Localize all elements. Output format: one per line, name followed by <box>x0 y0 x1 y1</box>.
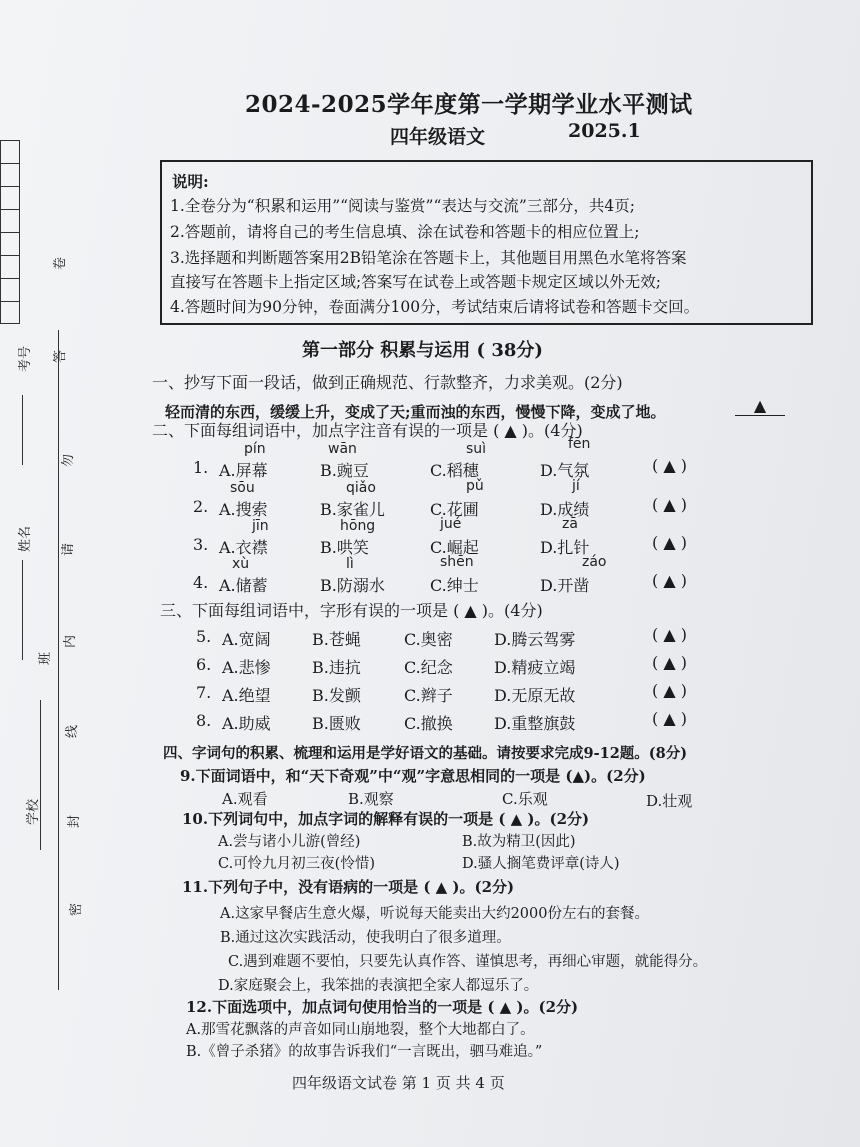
q2-row4-opt-c: C.绅士 <box>430 576 479 595</box>
fold-char-3: 勿 <box>61 453 77 468</box>
q3-row1-opt-a: A.宽阔 <box>222 630 271 649</box>
q9-opt-a: A.观看 <box>222 790 268 808</box>
q10-prompt: 10.下列词句中，加点字词的解释有误的一项是 ( ▲ )。(2分) <box>182 810 590 828</box>
q2-row2-num: 2. <box>193 497 209 516</box>
q2-row1-pinyin-b: wān <box>328 441 357 457</box>
instructions-heading: 说明: <box>172 172 209 191</box>
q2-row2-pinyin-b: qiǎo <box>346 480 376 496</box>
q3-row3-answer[interactable]: ( ▲ ) <box>652 681 687 700</box>
q2-row1-opt-d: D.气氛 <box>540 461 590 480</box>
q2-row4-opt-d: D.开凿 <box>540 576 590 595</box>
q10-opt-b: B.故为精卫(因此) <box>462 834 576 850</box>
class-label: 班 <box>38 651 53 665</box>
fold-char-2: 答 <box>53 349 69 364</box>
q11-opt-a: A.这家早餐店生意火爆，听说每天能卖出大约2000份左右的套餐。 <box>220 906 649 922</box>
exam-subject: 四年级语文 <box>390 126 486 148</box>
q3-row3-opt-d: D.无原无故 <box>494 686 576 705</box>
q3-row4-opt-a: A.助威 <box>222 714 271 733</box>
q2-row3-opt-a: A.衣襟 <box>219 538 268 557</box>
q2-row4-pinyin-c: shēn <box>440 554 474 570</box>
instruction-line-3: 3.选择题和判断题答案用2B铅笔涂在答题卡上，其他题目用黑色水笔将答案 <box>170 249 687 267</box>
q2-row1-num: 1. <box>193 458 209 477</box>
fold-char-7: 封 <box>67 814 83 829</box>
q2-row4-pinyin-d: záo <box>582 554 607 570</box>
q1-prompt: 一、抄写下面一段话，做到正确规范、行款整齐，力求美观。(2分) <box>152 373 623 392</box>
school-underline <box>40 700 41 850</box>
q2-row4-opt-b: B.防溺水 <box>320 576 385 595</box>
q10-opt-d: D.骚人搁笔费评章(诗人) <box>462 856 620 872</box>
q2-row2-opt-c: C.花圃 <box>430 500 479 519</box>
q2-row1-answer[interactable]: ( ▲ ) <box>652 456 687 475</box>
q2-row3-opt-b: B.哄笑 <box>320 538 369 557</box>
q3-row1-num: 5. <box>196 627 212 646</box>
q3-row1-answer[interactable]: ( ▲ ) <box>652 625 687 644</box>
part1-title: 第一部分 积累与运用 ( 38分) <box>302 340 543 361</box>
q2-row3-opt-c: C.崛起 <box>430 538 479 557</box>
q2-row2-opt-d: D.成绩 <box>540 500 590 519</box>
fold-char-8: 密 <box>69 902 85 917</box>
fold-char-6: 线 <box>65 724 81 739</box>
instruction-line-5: 4.答题时间为90分钟，卷面满分100分，考试结束后请将试卷和答题卡交回。 <box>170 298 700 316</box>
q12-prompt: 12.下面选项中，加点词句使用恰当的一项是 ( ▲ )。(2分) <box>186 998 579 1016</box>
q11-opt-b: B.通过这次实践活动，使我明白了很多道理。 <box>220 930 511 946</box>
q9-opt-b: B.观察 <box>348 790 394 808</box>
q2-row3-pinyin-a: jīn <box>252 518 269 534</box>
instruction-line-2: 2.答题前，请将自己的考生信息填、涂在试卷和答题卡的相应位置上; <box>170 223 640 241</box>
exam-title: 2024-2025学年度第一学期学业水平测试 <box>245 91 693 118</box>
q1-text: 轻而清的东西，缓缓上升，变成了天;重而浊的东西，慢慢下降，变成了地。 <box>165 403 666 421</box>
q2-row2-opt-b: B.家雀儿 <box>320 500 385 519</box>
q2-row4-answer[interactable]: ( ▲ ) <box>652 571 687 590</box>
q10-opt-a: A.尝与诸小儿游(曾经) <box>218 834 361 850</box>
q3-row2-opt-c: C.纪念 <box>404 658 453 677</box>
q3-row1-opt-b: B.苍蝇 <box>312 630 361 649</box>
q12-opt-a: A.那雪花飘落的声音如同山崩地裂，整个大地都白了。 <box>186 1022 535 1038</box>
q3-row4-opt-d: D.重整旗鼓 <box>494 714 576 733</box>
q3-row1-opt-d: D.腾云驾雾 <box>494 630 576 649</box>
q9-prompt: 9.下面词语中，和“天下奇观”中“观”字意思相同的一项是 (▲)。(2分) <box>180 767 646 785</box>
q11-prompt: 11.下列句子中，没有语病的一项是 ( ▲ )。(2分) <box>182 878 515 896</box>
q2-row1-pinyin-d: fēn <box>568 436 591 452</box>
q12-opt-b: B.《曾子杀猪》的故事告诉我们“一言既出，驷马难追。” <box>186 1044 543 1060</box>
q2-row1-pinyin-a: pín <box>244 441 266 457</box>
name-underline-2 <box>22 560 23 660</box>
q2-row3-answer[interactable]: ( ▲ ) <box>652 533 687 552</box>
q2-row2-opt-a: A.搜索 <box>219 500 268 519</box>
q3-row2-opt-a: A.悲惨 <box>222 658 271 677</box>
q3-prompt: 三、下面每组词语中，字形有误的一项是 ( ▲ )。(4分) <box>160 601 543 620</box>
q2-row2-pinyin-a: sōu <box>230 480 255 496</box>
q3-row2-opt-b: B.违抗 <box>312 658 361 677</box>
instruction-line-1: 1.全卷分为“积累和运用”“阅读与鉴赏”“表达与交流”三部分，共4页; <box>170 197 635 215</box>
q3-row2-answer[interactable]: ( ▲ ) <box>652 653 687 672</box>
q3-row3-opt-c: C.辫子 <box>404 686 453 705</box>
school-label: 学校 <box>26 798 41 825</box>
q2-row3-pinyin-d: zā <box>562 516 578 532</box>
q2-row2-pinyin-d: jí <box>572 478 580 494</box>
binding-line <box>58 330 59 990</box>
q3-row1-opt-c: C.奥密 <box>404 630 453 649</box>
q3-row3-opt-a: A.绝望 <box>222 686 271 705</box>
name-underline-1 <box>22 395 23 465</box>
q2-row2-pinyin-c: pǔ <box>466 478 484 494</box>
q2-row1-opt-b: B.豌豆 <box>320 461 369 480</box>
q1-answer-blank[interactable]: ▲ <box>735 396 785 416</box>
q4-prompt: 四、字词句的积累、梳理和运用是学好语文的基础。请按要求完成9-12题。(8分) <box>163 745 688 762</box>
q11-opt-d: D.家庭聚会上，我笨拙的表演把全家人都逗乐了。 <box>218 978 539 994</box>
q9-opt-c: C.乐观 <box>502 790 548 808</box>
q2-row1-opt-a: A.屏幕 <box>219 461 268 480</box>
q3-row4-opt-c: C.撤换 <box>404 714 453 733</box>
q3-row4-opt-b: B.匮败 <box>312 714 361 733</box>
q2-row3-num: 3. <box>193 535 209 554</box>
q2-row3-pinyin-c: jué <box>440 516 462 532</box>
fold-char-1: 卷 <box>53 256 69 271</box>
q3-row4-answer[interactable]: ( ▲ ) <box>652 709 687 728</box>
q2-row2-answer[interactable]: ( ▲ ) <box>652 495 687 514</box>
exam-no-label: 考号 <box>18 345 33 372</box>
instruction-line-4: 直接写在答题卡上指定区域;答案写在试卷上或答题卡规定区域以外无效; <box>170 273 661 291</box>
name-label: 姓名 <box>18 525 33 552</box>
q3-row4-num: 8. <box>196 711 212 730</box>
q11-opt-c: C.遇到难题不要怕，只要先认真作答、谨慎思考，再细心审题，就能得分。 <box>228 954 708 970</box>
q3-row2-num: 6. <box>196 655 212 674</box>
q10-opt-c: C.可怜九月初三夜(怜惜) <box>218 856 375 872</box>
q2-prompt: 二、下面每组词语中，加点字注音有误的一项是 ( ▲ )。(4分) <box>152 421 583 440</box>
q2-row3-pinyin-b: hōng <box>340 518 376 534</box>
q2-row4-num: 4. <box>193 573 209 592</box>
exam-date: 2025.1 <box>568 120 641 142</box>
q3-row2-opt-d: D.精疲立竭 <box>494 658 576 677</box>
q9-opt-d: D.壮观 <box>646 792 693 810</box>
q2-row4-pinyin-b: lì <box>346 556 354 572</box>
q2-row1-pinyin-c: suì <box>466 441 487 457</box>
q2-row1-opt-c: C.稻穗 <box>430 461 479 480</box>
fold-char-4: 请 <box>61 542 77 557</box>
q2-row4-opt-a: A.储蓄 <box>219 576 268 595</box>
q2-row3-opt-d: D.扎针 <box>540 538 590 557</box>
q2-row4-pinyin-a: xù <box>232 556 250 572</box>
exam-number-grid <box>0 140 22 324</box>
fold-char-5: 内 <box>63 634 79 649</box>
q3-row3-opt-b: B.发颤 <box>312 686 361 705</box>
page-footer: 四年级语文试卷 第 1 页 共 4 页 <box>292 1074 505 1092</box>
q3-row3-num: 7. <box>196 683 212 702</box>
